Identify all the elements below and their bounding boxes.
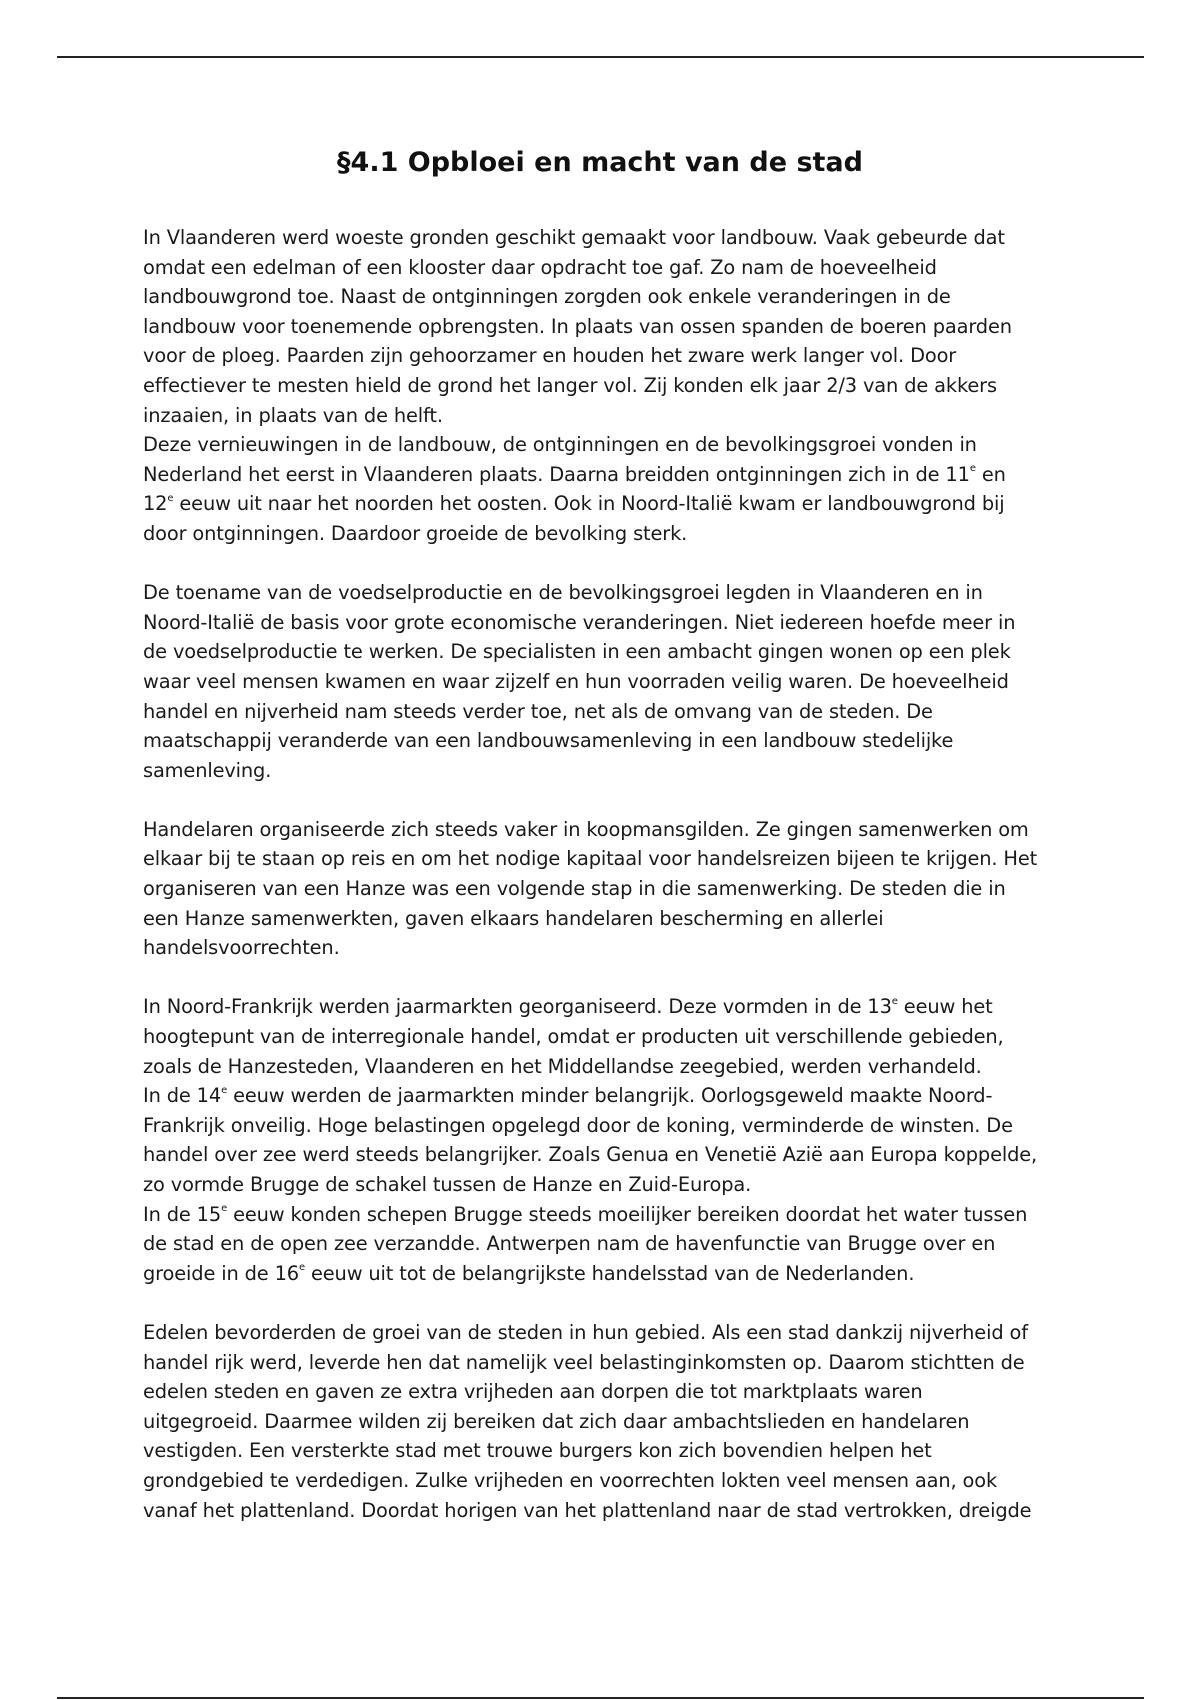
paragraph-4	[143, 815, 1073, 963]
text-fragment: eeuw werden de jaarmarkten minder belangrijk. Oorlogsgeweld maakte Noord-	[227, 1084, 993, 1108]
text-line: de voedselproductie te werken. De specialisten in een ambacht gingen wonen op een plek	[143, 640, 1011, 664]
text-line: De toename van de voedselproductie en de bevolkingsgroei legden in Vlaanderen en in	[143, 581, 983, 605]
text-line: Frankrijk onveilig. Hoge belastingen opgelegd door de koning, verminderde de winsten. De	[143, 1113, 1013, 1137]
text-fragment: eeuw konden schepen Brugge steeds moeilijker bereiken doordat het water tussen	[227, 1202, 1028, 1226]
text-line: handelsvoorrechten.	[143, 936, 340, 960]
paragraph-5	[143, 992, 1073, 1288]
ordinal-superscript: e	[298, 1262, 305, 1274]
text-line: maatschappij veranderde van een landbouwsamenleving in een landbouw stedelijke	[143, 729, 954, 753]
text-line: omdat een edelman of een klooster daar opdracht toe gaf. Zo nam de hoeveelheid	[143, 255, 937, 279]
text-fragment: Nederland het eerst in Vlaanderen plaats. Daarna breidden ontginningen zich in de 11	[143, 462, 970, 486]
text-line: uitgegroeid. Daarmee wilden zij bereiken dat zich daar ambachtslieden en handelaren	[143, 1409, 970, 1433]
paragraph-spacer	[143, 785, 1073, 815]
ordinal-superscript: e	[221, 1203, 228, 1215]
text-line	[143, 992, 1073, 1022]
text-fragment: In de 15	[143, 1202, 222, 1226]
text-line	[143, 460, 1073, 490]
text-line	[143, 489, 1073, 519]
text-fragment: eeuw uit naar het noorden het oosten. Ook in Noord-Italië kwam er landbouwgrond bij	[173, 492, 1005, 516]
paragraph-2	[143, 430, 1073, 548]
text-line: handel rijk werd, leverde hen dat namelijk veel belastinginkomsten op. Daarom stichtten de	[143, 1350, 1025, 1374]
text-line: handel over zee werd steeds belangrijker. Zoals Genua en Venetië Azië aan Europa koppelde,	[143, 1143, 1038, 1167]
text-line: zoals de Hanzesteden, Vlaanderen en het Middellandse zeegebied, werden verhandeld.	[143, 1054, 982, 1078]
text-line: samenleving.	[143, 758, 272, 782]
ordinal-superscript: e	[221, 1084, 228, 1096]
text-fragment: In Noord-Frankrijk werden jaarmarkten georganiseerd. Deze vormden in de 13	[143, 995, 892, 1019]
text-fragment: en	[975, 462, 1006, 486]
text-line	[143, 1081, 1073, 1111]
text-fragment: In de 14	[143, 1084, 222, 1108]
text-line: landbouw voor toenemende opbrengsten. In plaats van ossen spanden de boeren paarden	[143, 314, 1012, 338]
text-line: edelen steden en gaven ze extra vrijheden aan dorpen die tot marktplaats waren	[143, 1380, 923, 1404]
paragraph-6	[143, 1318, 1073, 1525]
page-title: §4.1 Opbloei en macht van de stad	[337, 147, 863, 178]
text-line	[143, 1259, 1073, 1289]
paragraph-1	[143, 223, 1073, 430]
text-line: Edelen bevorderden de groei van de steden in hun gebied. Als een stad dankzij nijverheid of	[143, 1320, 1028, 1344]
text-line: voor de ploeg. Paarden zijn gehoorzamer en houden het zware werk langer vol. Door	[143, 344, 957, 368]
text-line: vestigden. Een versterkte stad met trouwe burgers kon zich bovendien helpen het	[143, 1439, 932, 1463]
text-line: Deze vernieuwingen in de landbouw, de ontginningen en de bevolkingsgroei vonden in	[143, 433, 977, 457]
text-line: inzaaien, in plaats van de helft.	[143, 403, 443, 427]
document-body	[143, 223, 1073, 1525]
text-line: In Vlaanderen werd woeste gronden geschikt gemaakt voor landbouw. Vaak gebeurde dat	[143, 226, 1005, 249]
footer-rule	[57, 1697, 1144, 1699]
ordinal-superscript: e	[167, 492, 174, 504]
text-line: effectiever te mesten hield de grond het langer vol. Zij konden elk jaar 2/3 van de akkers	[143, 373, 997, 397]
text-line	[143, 1200, 1073, 1230]
text-fragment: eeuw uit tot de belangrijkste handelsstad van de Nederlanden.	[304, 1261, 915, 1285]
text-line: de stad en de open zee verzandde. Antwerpen nam de havenfunctie van Brugge over en	[143, 1232, 996, 1256]
text-line: Handelaren organiseerde zich steeds vaker in koopmansgilden. Ze gingen samenwerken om	[143, 817, 1029, 841]
text-line: zo vormde Brugge de schakel tussen de Hanze en Zuid-Europa.	[143, 1173, 752, 1196]
text-line: waar veel mensen kwamen en waar zijzelf en hun voorraden veilig waren. De hoeveelheid	[143, 669, 1009, 693]
paragraph-spacer	[143, 1288, 1073, 1318]
text-line: handel en nijverheid nam steeds verder toe, net als de omvang van de steden. De	[143, 699, 933, 723]
text-line: organiseren van een Hanze was een volgende stap in die samenwerking. De steden die in	[143, 877, 1006, 901]
ordinal-superscript: e	[969, 463, 976, 475]
text-line: hoogtepunt van de interregionale handel, omdat er producten uit verschillende gebieden,	[143, 1025, 1004, 1049]
text-line: landbouwgrond toe. Naast de ontginningen zorgden ook enkele veranderingen in de	[143, 285, 951, 309]
text-line: door ontginningen. Daardoor groeide de bevolking sterk.	[143, 521, 688, 545]
text-fragment: eeuw het	[897, 995, 993, 1019]
ordinal-superscript: e	[891, 995, 898, 1007]
header-rule	[57, 56, 1144, 58]
paragraph-spacer	[143, 549, 1073, 579]
text-line: Noord-Italië de basis voor grote economische veranderingen. Niet iedereen hoefde meer in	[143, 610, 1016, 634]
paragraph-3	[143, 578, 1073, 785]
text-line: elkaar bij te staan op reis en om het nodige kapitaal voor handelsreizen bijeen te krijgen. Het	[143, 847, 1038, 871]
paragraph-spacer	[143, 963, 1073, 993]
text-line: een Hanze samenwerkten, gaven elkaars handelaren bescherming en allerlei	[143, 906, 884, 930]
text-fragment: 12	[143, 492, 168, 516]
text-line: grondgebied te verdedigen. Zulke vrijheden en voorrechten lokten veel mensen aan, ook	[143, 1468, 998, 1492]
text-line: vanaf het plattenland. Doordat horigen van het plattenland naar de stad vertrokken, dreigde	[143, 1498, 1032, 1522]
text-fragment: groeide in de 16	[143, 1261, 299, 1285]
